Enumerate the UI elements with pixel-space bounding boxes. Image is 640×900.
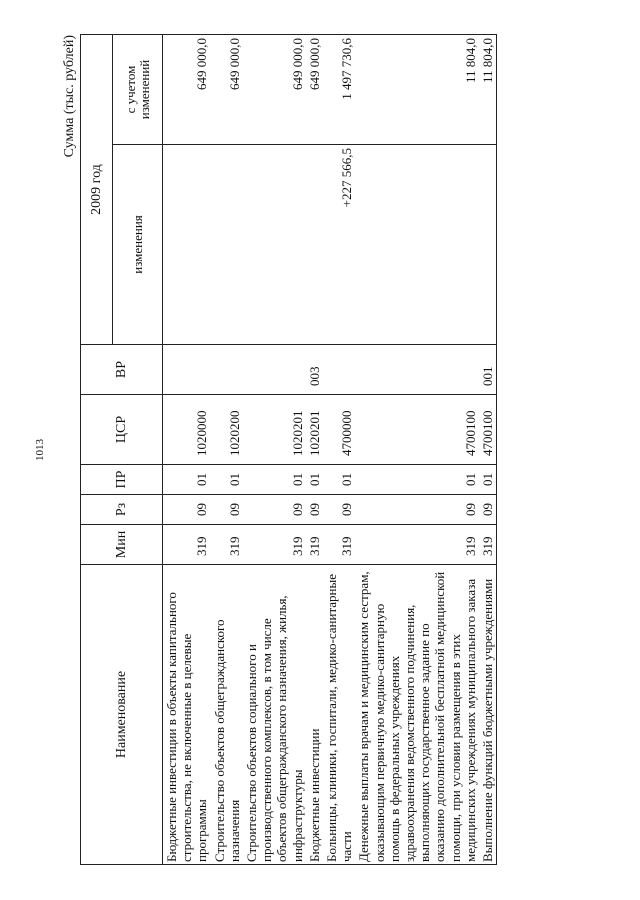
table-row [211, 35, 243, 865]
header-rz: Рз [81, 495, 163, 525]
row-rz: 09 [355, 495, 479, 525]
row-name: Денежные выплаты врачам и медицинским сестрам, оказывающим первичную медико-санитарную помощь в федеральных учреждениях здравоохранения ведомственного подчинения, выполняющих государственное задание по оказанию дополнительной бесплатной медицинской помощи, при условии размещения в этих медицинских учреждениях муниципального заказа [355, 565, 479, 865]
row-rz: 09 [306, 495, 323, 525]
header-pr: ПР [81, 465, 163, 495]
row-pr: 01 [243, 465, 306, 495]
row-name: Строительство объектов общегражданского назначения [211, 565, 243, 865]
table-row [323, 35, 355, 865]
page-number: 1013 [34, 439, 46, 461]
row-change [163, 145, 211, 345]
row-vr [211, 345, 243, 395]
row-total: 649 000,0 [163, 35, 211, 145]
row-change: +227 566,5 [323, 145, 355, 345]
header-csr: ЦСР [81, 395, 163, 465]
row-change [355, 145, 479, 345]
row-min: 319 [163, 525, 211, 565]
row-csr: 1020000 [163, 395, 211, 465]
table-row [355, 35, 479, 865]
row-pr: 01 [355, 465, 479, 495]
table-row [243, 35, 306, 865]
header-min: Мин [81, 525, 163, 565]
row-min: 319 [479, 525, 497, 565]
header-year: 2009 год [81, 35, 113, 345]
row-name: Бюджетные инвестиции в объекты капитального строительства, не включенные в целевые программы [163, 565, 211, 865]
row-total: 11 804,0 [479, 35, 497, 145]
header-name: Наименование [81, 565, 163, 865]
row-change [306, 145, 323, 345]
row-total: 649 000,0 [243, 35, 306, 145]
row-name: Бюджетные инвестиции [306, 565, 323, 865]
row-csr: 1020201 [243, 395, 306, 465]
row-vr: 003 [306, 345, 323, 395]
row-rz: 09 [323, 495, 355, 525]
row-rz: 09 [479, 495, 497, 525]
table-row [163, 35, 211, 865]
row-pr: 01 [211, 465, 243, 495]
row-change [479, 145, 497, 345]
header-with-changes: с учетом изменений [113, 35, 163, 145]
table-header [81, 35, 163, 865]
row-pr: 01 [323, 465, 355, 495]
row-name: Больницы, клиники, госпитали, медико-санитарные части [323, 565, 355, 865]
row-min: 319 [211, 525, 243, 565]
row-vr: 001 [479, 345, 497, 395]
header-vr: ВР [81, 345, 163, 395]
row-rz: 09 [243, 495, 306, 525]
row-total: 649 000,0 [211, 35, 243, 145]
header-change: изменения [113, 145, 163, 345]
row-rz: 09 [211, 495, 243, 525]
budget-table [80, 34, 497, 865]
row-csr: 4700100 [479, 395, 497, 465]
row-name: Строительство объектов социального и производственного комплексов, в том числе объектов общегражданского назначения, жилья, инфраструктуры [243, 565, 306, 865]
row-csr: 1020200 [211, 395, 243, 465]
row-name: Выполнение функций бюджетными учреждениями [479, 565, 497, 865]
row-pr: 01 [479, 465, 497, 495]
row-csr: 4700000 [323, 395, 355, 465]
row-pr: 01 [163, 465, 211, 495]
row-min: 319 [306, 525, 323, 565]
row-vr [163, 345, 211, 395]
row-vr [355, 345, 479, 395]
row-csr: 4700100 [355, 395, 479, 465]
row-total: 649 000,0 [306, 35, 323, 145]
row-change [211, 145, 243, 345]
row-total: 1 497 730,6 [323, 35, 355, 145]
row-pr: 01 [306, 465, 323, 495]
row-csr: 1020201 [306, 395, 323, 465]
row-total: 11 804,0 [355, 35, 479, 145]
table-row [479, 35, 497, 865]
sum-caption: Сумма (тыс. рублей) [62, 35, 77, 158]
row-vr [243, 345, 306, 395]
row-rz: 09 [163, 495, 211, 525]
table-row [306, 35, 323, 865]
row-vr [323, 345, 355, 395]
row-min: 319 [355, 525, 479, 565]
row-change [243, 145, 306, 345]
row-min: 319 [243, 525, 306, 565]
rotated-budget-sheet [60, 35, 580, 865]
row-min: 319 [323, 525, 355, 565]
